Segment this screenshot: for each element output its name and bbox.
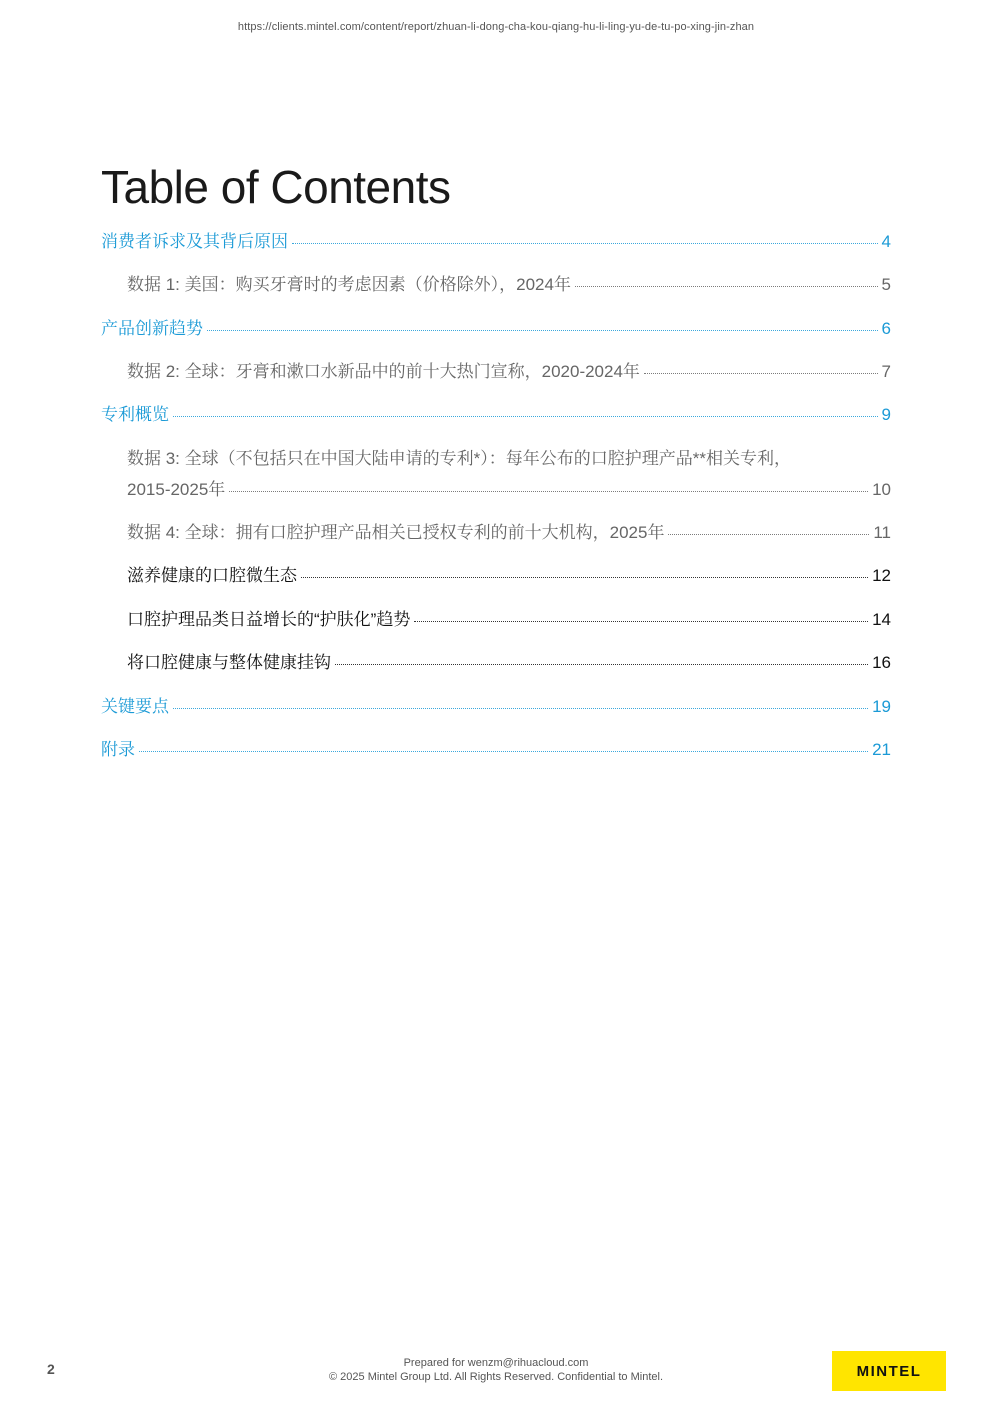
toc-entry-page: 4: [881, 232, 891, 251]
toc-entry-consumer-needs[interactable]: [101, 231, 891, 253]
toc-leader-dots: [335, 663, 868, 665]
toc-entry-label: 将口腔健康与整体健康挂钩: [127, 653, 331, 672]
toc-entry-page: 11: [873, 523, 891, 542]
toc-leader-dots: [644, 372, 878, 374]
toc-entry-patent-overview[interactable]: [101, 404, 891, 426]
prepared-for-text: Prepared for wenzm@rihuacloud.com: [403, 1357, 589, 1369]
mintel-logo: MINTEL: [832, 1351, 946, 1391]
toc-entry-key-takeaways[interactable]: [101, 696, 891, 718]
toc-entry-page: 9: [881, 405, 891, 424]
toc-entry-page: 6: [881, 319, 891, 338]
toc-entry-appendix[interactable]: [101, 739, 891, 761]
toc-leader-dots: [301, 576, 868, 578]
toc-leader-dots: [173, 415, 878, 417]
toc-entry-label: 2015-2025年: [127, 480, 226, 499]
toc-leader-dots: [173, 707, 868, 709]
toc-entry-page: 5: [881, 275, 891, 294]
copyright-text: © 2025 Mintel Group Ltd. All Rights Reserved. Confidential to Mintel.: [329, 1371, 663, 1383]
toc-leader-dots: [414, 620, 868, 622]
toc-leader-dots: [668, 533, 869, 535]
toc-leader-dots: [229, 490, 868, 492]
toc-entry-label: 数据 4: 全球：拥有口腔护理产品相关已授权专利的前十大机构，2025年: [127, 523, 665, 542]
toc-entry-label: 专利概览: [101, 405, 169, 424]
toc-entry-figure-2[interactable]: [127, 361, 891, 383]
toc-entry-figure-3-line1[interactable]: 数据 3: 全球（不包括只在中国大陆申请的专利*）：每年公布的口腔护理产品**相关专利，: [127, 449, 791, 468]
toc-entry-page: 10: [872, 480, 891, 499]
toc-entry-holistic-health[interactable]: [127, 652, 891, 674]
toc-entry-figure-1[interactable]: [127, 274, 891, 296]
toc-entry-figure-4[interactable]: [127, 522, 891, 544]
toc-entry-oral-microbiome[interactable]: [127, 565, 891, 587]
toc-leader-dots: [292, 242, 878, 244]
toc-leader-dots: [139, 750, 868, 752]
toc-entry-page: 16: [872, 653, 891, 672]
toc-entry-skincarification[interactable]: [127, 609, 891, 631]
toc-entry-page: 21: [872, 740, 891, 759]
toc-entry-label: 滋养健康的口腔微生态: [127, 566, 297, 585]
toc-entry-figure-3[interactable]: [127, 479, 891, 501]
toc-entry-page: 14: [872, 610, 891, 629]
toc-entry-label: 关键要点: [101, 697, 169, 716]
page-title: Table of Contents: [101, 161, 451, 213]
toc-entry-product-innovation[interactable]: [101, 318, 891, 340]
toc-entry-label: 数据 1: 美国：购买牙膏时的考虑因素（价格除外），2024年: [127, 275, 571, 294]
toc-entry-page: 7: [881, 362, 891, 381]
toc-entry-label: 附录: [101, 740, 135, 759]
toc-entry-label: 口腔护理品类日益增长的“护肤化”趋势: [127, 610, 411, 629]
page-number: 2: [47, 1361, 55, 1377]
toc-entry-page: 12: [872, 566, 891, 585]
toc-leader-dots: [575, 285, 878, 287]
toc-entry-label: 产品创新趋势: [101, 319, 203, 338]
toc-entry-label: 消费者诉求及其背后原因: [101, 232, 288, 251]
report-url: https://clients.mintel.com/content/report/zhuan-li-dong-cha-kou-qiang-hu-li-ling-yu-de-tu-po-xing-jin-zhan: [237, 21, 755, 33]
toc-entry-label: 数据 2: 全球：牙膏和漱口水新品中的前十大热门宣称，2020-2024年: [127, 362, 640, 381]
toc-entry-page: 19: [872, 697, 891, 716]
toc-leader-dots: [207, 329, 878, 331]
